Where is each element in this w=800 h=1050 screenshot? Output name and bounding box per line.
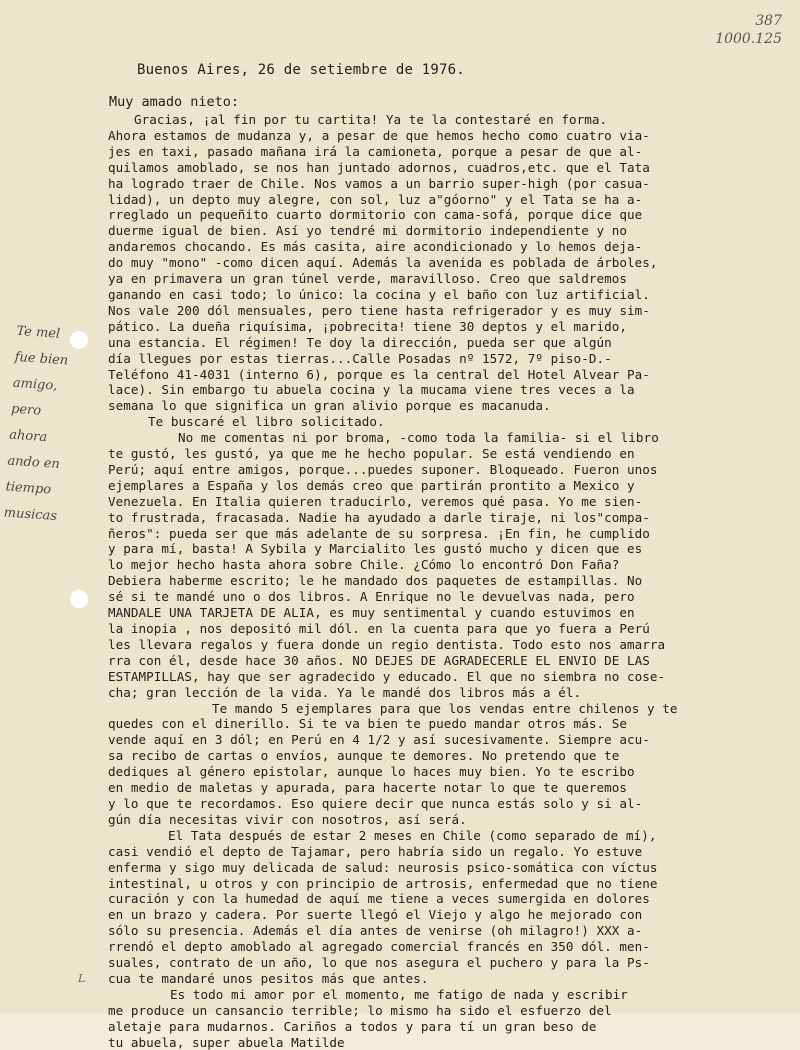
letter-line: la inopia , nos depositó mil dól. en la cuenta para que yo fuera a Perú [108, 621, 650, 636]
letter-line: rreglado un pequeñito cuarto dormitorio con cama-sofá, porque dice que [108, 207, 643, 223]
letter-line: Debiera haberme escrito; le he mandado dos paquetes de estampillas. No [108, 573, 643, 589]
letter-line: lo mejor hecho hasta ahora sobre Chile. ¿Cómo lo encontró Don Faña? [108, 557, 620, 573]
letter-line: vende aquí en 3 dól; en Perú en 4 1/2 y así sucesivamente. Siempre acu- [108, 732, 650, 748]
letter-line: ñeros": pueda ser que más adelante de su sorpresa. ¡En fin, he cumplido [108, 525, 650, 541]
letter-line: lidad), un depto muy alegre, con sol, luz a"góorno" y el Tata se ha a- [108, 191, 643, 207]
letter-line: casi vendió el depto de Tajamar, pero habría sido un regalo. Yo estuve [108, 843, 643, 859]
letter-line: ESTAMPILLAS, hay que ser agradecido y educado. El que no siembra no cose- [108, 668, 666, 684]
letter-line: do muy "mono" -como dicen aquí. Además la avenida es poblada de árboles, [108, 255, 658, 271]
letter-line: rrendó el depto amoblado al agregado comercial francés en 350 dól. men- [108, 939, 650, 955]
letter-line: día llegues por estas tierras...Calle Posadas nº 1572, 7º piso-D.- [108, 350, 612, 366]
letter-line: dediques al género epistolar, aunque lo haces muy bien. Yo te escribo [108, 764, 635, 780]
letter-line: quilamos amoblado, se nos han juntado adornos, cuadros,etc. que el Tata [108, 159, 650, 175]
letter-line: te gustó, les gustó, ya que me he hecho popular. Se está vendiendo en [108, 446, 635, 462]
letter-greeting: Muy amado nieto: [109, 94, 240, 110]
margin-note-line: tiempo [5, 479, 52, 498]
margin-note-line: musicas [3, 505, 58, 525]
letter-line: gún día necesitas vivir con nosotros, así será. [108, 811, 467, 827]
letter-line: quedes con el dinerillo. Si te va bien te puedo mandar otros más. Se [108, 716, 627, 732]
handwritten-mark: L [78, 972, 86, 985]
letter-line: lace). Sin embargo tu abuela cocina y la mucama viene tres veces a la [108, 382, 635, 398]
letter-body [108, 112, 778, 1050]
margin-note-line: fue bien [14, 349, 69, 369]
archive-number-line: 1000.125 [715, 31, 782, 47]
letter-line: Nos vale 200 dól mensuales, pero tiene hasta refrigerador y es muy sim- [108, 302, 650, 318]
archive-number-note [715, 12, 782, 48]
letter-line: en medio de maletas y apurada, para hacerte notar lo que te queremos [108, 780, 627, 796]
letter-line: Venezuela. En Italia quieren traducirlo, veremos qué pasa. Yo me sien- [108, 493, 643, 509]
letter-line: Te buscaré el libro solicitado. [148, 414, 385, 430]
letter-line: curación y con la humedad de aquí me tiene a veces sumergida en dolores [108, 891, 650, 907]
letter-line: MANDALE UNA TARJETA DE ALIA, es muy sentimental y cuando estuvimos en [108, 605, 635, 621]
punch-hole [70, 590, 88, 608]
letter-line: to frustrada, fracasada. Nadie ha ayudado a darle tiraje, ni los"compa- [108, 509, 650, 525]
letter-line: suales, contrato de un año, lo que nos asegura el puchero y para la Ps- [108, 955, 650, 971]
letter-line: sé si te mandé uno o dos libros. A Enrique no le devuelvas nada, pero [108, 589, 635, 605]
archive-number-line: 387 [755, 13, 782, 29]
letter-line: No me comentas ni por broma, -como toda la familia- si el libro [178, 430, 659, 446]
letter-line: ha logrado traer de Chile. Nos vamos a un barrio super-high (por casua- [108, 175, 650, 191]
letter-line: una estancia. El régimen! Te doy la dirección, pueda ser que algún [108, 334, 612, 350]
margin-note-line: amigo, [12, 375, 58, 394]
letter-line: Gracias, ¡al fin por tu cartita! Ya te la contestaré en forma. [134, 112, 608, 127]
letter-line: pático. La dueña riquísima, ¡pobrecita! tiene 30 deptos y el marido, [108, 318, 627, 334]
letter-line: en un brazo y cadera. Por suerte llegó el Viejo y algo he mejorado con [108, 907, 643, 923]
letter-line: me produce un cansancio terrible; lo mismo ha sido el esfuerzo del [108, 1002, 612, 1018]
handwritten-margin-note [3, 319, 115, 533]
punch-hole [70, 331, 88, 349]
letter-line: ejemplares a España y los demás creo que partirán prontito a Mexico y [108, 477, 635, 493]
letter-line: andaremos chocando. Es más casita, aire acondicionado y lo hemos deja- [108, 239, 643, 255]
letter-line: tu abuela, super abuela Matilde [108, 1034, 345, 1050]
letter-line: Es todo mi amor por el momento, me fatigo de nada y escribir [170, 986, 628, 1002]
letter-line: El Tata después de estar 2 meses en Chile (como separado de mí), [168, 827, 657, 843]
letter-line: sólo su presencia. Además el día antes de venirse (oh milagro!) XXX a- [108, 923, 643, 939]
letter-line: duerme igual de bien. Así yo tendré mi dormitorio independiente y no [108, 223, 627, 239]
letter-line: Teléfono 41-4031 (interno 6), porque es la central del Hotel Alvear Pa- [108, 366, 650, 382]
margin-note-line: ando en [6, 453, 61, 473]
letter-line: cua te mandaré unos pesitos más que antes. [108, 970, 429, 986]
letter-line: Te mando 5 ejemplares para que los vendas entre chilenos y te [212, 700, 678, 716]
margin-note-line: ahora [8, 427, 48, 446]
letter-line: y lo que te recordamos. Eso quiere decir que nunca estás solo y si al- [108, 795, 643, 811]
letter-line: jes en taxi, pasado mañana irá la camioneta, porque a pesar de que al- [108, 143, 643, 159]
letter-line: sa recibo de cartas o envíos, aunque te demores. No pretendo que te [108, 748, 620, 764]
letter-date: Buenos Aires, 26 de setiembre de 1976. [137, 62, 465, 78]
letter-line: ganando en casi todo; lo único: la cocina y el baño con luz artificial. [108, 286, 650, 302]
margin-note-line: pero [10, 401, 42, 419]
letter-line: aletaje para mudarnos. Cariños a todos y para tí un gran beso de [108, 1018, 597, 1034]
letter-line: Ahora estamos de mudanza y, a pesar de que hemos hecho como cuatro via- [108, 127, 650, 143]
letter-line: Perú; aquí entre amigos, porque...puedes suponer. Bloqueado. Fueron unos [108, 461, 658, 477]
letter-line: y para mí, basta! A Sybila y Marcialito les gustó mucho y dicen que es [108, 541, 643, 557]
letter-line: intestinal, u otros y con principio de artrosis, enfermedad que no tiene [108, 875, 658, 891]
margin-note-line: Te mel [15, 323, 61, 342]
letter-line: ya en primavera un gran túnel verde, maravilloso. Creo que saldremos [108, 271, 627, 287]
letter-line: enferma y sigo muy delicada de salud: neurosis psico-somática con víctus [108, 859, 658, 875]
letter-line: semana lo que significa un gran alivio porque es macanuda. [108, 398, 551, 414]
letter-line: rra con él, desde hace 30 años. NO DEJES DE AGRADECERLE EL ENVIO DE LAS [108, 652, 650, 668]
letter-line: les llevara regalos y fuera donde un regio dentista. Todo esto nos amarra [108, 636, 666, 652]
letter-line: cha; gran lección de la vida. Ya le mandé dos libros más a él. [108, 684, 582, 700]
